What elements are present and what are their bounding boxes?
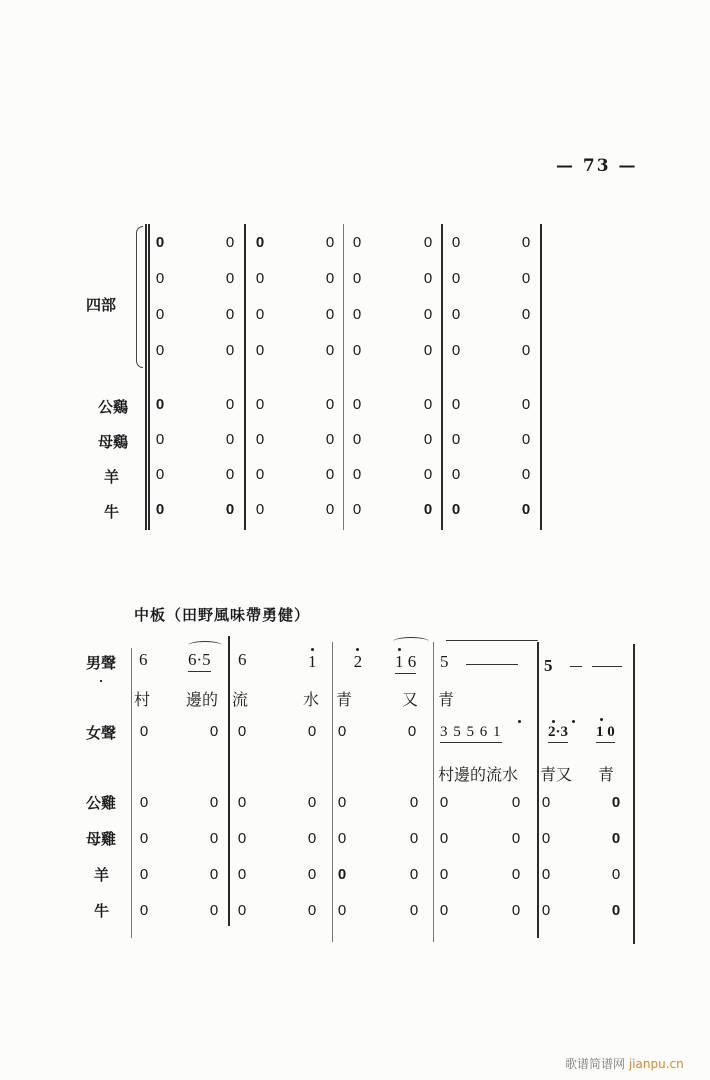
rest-cell: 0 [611,902,621,919]
rest-cell: 0 [155,431,165,448]
voice-label-cow: 牛 [104,503,120,521]
rest-cell: 0 [337,902,347,919]
rest-cell: 0 [439,794,449,811]
rest-cell: 0 [325,270,335,287]
rest-cell: 0 [237,902,247,919]
rest-cell: 0 [439,902,449,919]
rest-cell: 0 [337,830,347,847]
rest-cell: 0 [209,723,219,740]
rest-cell: 0 [511,830,521,847]
octave-dot [398,648,401,651]
note: 5 [544,656,553,675]
rest-cell: 0 [541,794,551,811]
rest-cell: 0 [209,830,219,847]
rest-cell: 0 [451,306,461,323]
lyric: 村 [134,690,151,709]
barline [441,224,443,530]
lyric: 青 [336,690,353,709]
rest-cell: 0 [307,794,317,811]
voice-label-rooster: 公鷄 [98,398,129,416]
rest-cell: 0 [155,396,165,413]
rest-cell: 0 [611,866,621,883]
watermark-url[interactable]: jianpu.cn [628,1057,684,1071]
rest-cell: 0 [451,431,461,448]
rest-cell: 0 [423,431,433,448]
rest-cell: 0 [352,501,362,518]
rest-cell: 0 [155,306,165,323]
voice-label-male: 男聲 [86,654,117,672]
rest-cell: 0 [521,342,531,359]
note-group: 6·5 [188,650,211,672]
voice-label-hen: 母鷄 [98,433,129,451]
rest-cell: 0 [511,794,521,811]
voice-label-four-part: 四部 [86,296,117,314]
dash-hold [570,666,582,667]
rest-cell: 0 [611,830,621,847]
rest-cell: 0 [139,866,149,883]
watermark [565,1055,684,1072]
barline [332,642,333,942]
system-start-barline [145,224,147,530]
rest-cell: 0 [325,501,335,518]
rest-cell: 0 [352,431,362,448]
rest-cell: 0 [423,306,433,323]
rest-cell: 0 [307,866,317,883]
rest-cell: 0 [451,342,461,359]
rest-cell: 0 [451,270,461,287]
lyric: 邊的 [186,690,219,709]
note: 5 [440,652,449,671]
rest-cell: 0 [255,466,265,483]
rest-cell: 0 [139,794,149,811]
rest-cell: 0 [225,431,235,448]
slur [393,637,429,646]
rest-cell: 0 [255,234,265,251]
rest-cell: 0 [423,466,433,483]
rest-cell: 0 [409,830,419,847]
rest-cell: 0 [307,902,317,919]
rest-cell: 0 [225,306,235,323]
rest-cell: 0 [511,866,521,883]
lyric: 村邊的流水 [438,765,519,784]
lyric: 又 [402,690,419,709]
octave-dot [572,720,575,723]
rest-cell: 0 [511,902,521,919]
octave-dot [518,720,521,723]
rest-cell: 0 [139,723,149,740]
rest-cell: 0 [541,866,551,883]
barline [433,642,434,942]
lyric: 青 [598,765,615,784]
rest-cell: 0 [255,431,265,448]
lyric: 流 [232,690,249,709]
rest-cell: 0 [337,866,347,883]
rest-cell: 0 [155,342,165,359]
rest-cell: 0 [155,501,165,518]
rest-cell: 0 [325,431,335,448]
rest-cell: 0 [352,270,362,287]
lyric: 青 [438,690,455,709]
lyric: 青又 [540,765,573,784]
voice-label-sheep: 羊 [94,866,110,884]
rest-cell: 0 [255,396,265,413]
rest-cell: 0 [307,723,317,740]
four-part-brace [136,226,143,368]
rest-cell: 0 [255,306,265,323]
rest-cell: 0 [325,466,335,483]
rest-cell: 0 [521,466,531,483]
rest-cell: 0 [451,396,461,413]
rest-cell: 0 [409,902,419,919]
rest-cell: 0 [521,234,531,251]
dash-hold [466,664,518,665]
octave-dot [600,718,603,721]
rest-cell: 0 [451,501,461,518]
rest-cell: 0 [451,466,461,483]
note-high: 1 [308,652,317,671]
watermark-site: 歌谱简谱网 [565,1057,626,1071]
barline [537,642,539,938]
rest-cell: 0 [352,396,362,413]
note-group: 3 5 5 6 1 [440,724,502,743]
octave-dot [552,720,555,723]
rest-cell: 0 [521,396,531,413]
rest-cell: 0 [439,830,449,847]
rest-cell: 0 [521,501,531,518]
rest-cell: 0 [423,342,433,359]
rest-cell: 0 [611,794,621,811]
rest-cell: 0 [237,794,247,811]
rest-cell: 0 [541,902,551,919]
rest-cell: 0 [225,342,235,359]
rest-cell: 0 [225,234,235,251]
voice-label-sheep: 羊 [104,468,120,486]
barline [244,224,246,530]
voice-label-rooster: 公雞 [86,794,117,812]
note-group: 1 0 [596,724,615,743]
rest-cell: 0 [423,501,433,518]
note: 6 [139,650,148,669]
rest-cell: 0 [237,723,247,740]
rest-cell: 0 [209,794,219,811]
rest-cell: 0 [409,866,419,883]
rest-cell: 0 [352,466,362,483]
rest-cell: 0 [352,342,362,359]
rest-cell: 0 [352,306,362,323]
rest-cell: 0 [209,902,219,919]
rest-cell: 0 [325,342,335,359]
rest-cell: 0 [423,270,433,287]
rest-cell: 0 [423,396,433,413]
rest-cell: 0 [439,866,449,883]
rest-cell: 0 [225,501,235,518]
rest-cell: 0 [307,830,317,847]
rest-cell: 0 [521,431,531,448]
system-start-barline [131,648,132,938]
rest-cell: 0 [325,396,335,413]
rest-cell: 0 [409,794,419,811]
rest-cell: 0 [255,270,265,287]
rest-cell: 0 [521,306,531,323]
voice-label-hen: 母雞 [86,830,117,848]
note-group: 1 6 [395,652,416,674]
voice-label-female: 女聲 [86,724,117,742]
voice-label-cow: 牛 [94,902,110,920]
tempo-marking: 中板（田野風味帶勇健） [134,606,311,624]
barline [343,224,344,530]
tie [446,640,538,641]
rest-cell: 0 [337,794,347,811]
rest-cell: 0 [155,466,165,483]
rest-cell: 0 [325,306,335,323]
rest-cell: 0 [237,866,247,883]
rest-cell: 0 [255,342,265,359]
rest-cell: 0 [255,501,265,518]
rest-cell: 0 [325,234,335,251]
rest-cell: 0 [139,902,149,919]
note: 6 [238,650,247,669]
rest-cell: 0 [352,234,362,251]
dash-hold [592,666,622,667]
rest-cell: 0 [225,270,235,287]
rest-cell: 0 [541,830,551,847]
system-end-barline [540,224,542,530]
rest-cell: 0 [407,723,417,740]
rest-cell: 0 [139,830,149,847]
rest-cell: 0 [423,234,433,251]
rest-cell: 0 [155,234,165,251]
page-number: — 73 — [556,156,638,176]
lyric: 水 [303,690,320,709]
system-end-barline [633,644,635,944]
rest-cell: 0 [451,234,461,251]
rest-cell: 0 [209,866,219,883]
rest-cell: 0 [237,830,247,847]
rest-cell: 0 [155,270,165,287]
rest-cell: 0 [521,270,531,287]
rest-cell: 0 [225,466,235,483]
barline [228,636,230,926]
rest-cell: 0 [337,723,347,740]
slur [188,641,222,650]
note-high: 2 [353,652,363,671]
mark [100,680,102,682]
note-group: 2·3 [548,724,568,743]
rest-cell: 0 [225,396,235,413]
